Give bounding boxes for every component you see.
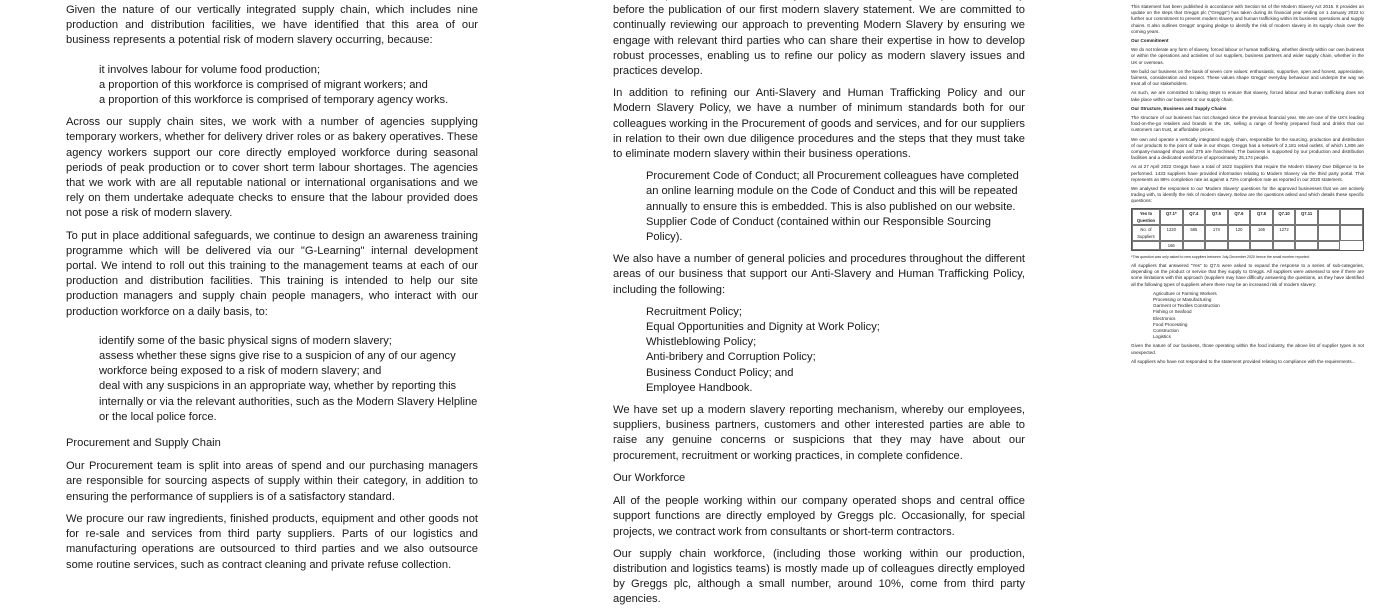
training-objectives-list (66, 334, 478, 425)
policy-list (613, 305, 1025, 396)
table-header: Q7.6 (1228, 209, 1251, 225)
table-cell: 585 (1183, 225, 1206, 241)
supply-chain-workforce-paragraph: Our supply chain workforce, (including those working within our production, distribution and logistics teams) is mostly made up of colleagues directly employed by Greggs plc, although a small number, around 10%, come from third party agencies. (613, 547, 1025, 606)
table-footnote: *This question was only asked to new suppliers between July-December 2020 hence the small number reported. (1131, 254, 1310, 259)
supplier-type-list (1153, 291, 1364, 341)
supplier-question-table (1131, 208, 1364, 251)
list-item: it involves labour for volume food production; (99, 63, 321, 76)
list-item: Food Processing (1153, 321, 1188, 327)
table-header: Q7.8 (1250, 209, 1273, 225)
table-cell: 120 (1228, 225, 1251, 241)
codes-of-conduct-list (613, 169, 1025, 245)
reporting-mechanism-paragraph: We have set up a modern slavery reporting mechanism, whereby our employees, suppliers, business partners, customers and other interested parties are able to raise any genuine concerns or suspicions that they may have about our procurement, recruitment or working practices, in complete confidence. (613, 404, 1025, 462)
policy-history-paragraph: before the publication of our first modern slavery statement. We are committed to continually reviewing our approach to preventing Modern Slavery by ensuring we engage with relevant third parties who can share their expertise in how to develop robust processes, enabling us to refine our policy as modern slavery issues and practices develop. (613, 4, 1025, 78)
table-cell: 174 (1205, 225, 1228, 241)
list-item: a proportion of this workforce is comprised of temporary agency works. (99, 94, 449, 107)
list-item: Supplier Code of Conduct (contained within our Responsible Sourcing Policy). (646, 215, 991, 244)
thumb-paragraph: All suppliers that answered "Yes" to Q7.5 were asked to expand the response to a series of sub-categories, depending on the product or service that they supply to Greggs. All suppliers were assessed to see if there are some limitations with this approach (suppliers may have difficulty answering the questions, as they have identified all the following types of suppliers where there may be an increased risk of modern slavery: (1131, 262, 1364, 287)
list-item: Garment or Textiles Construction (1153, 303, 1220, 309)
list-item: Procurement Code of Conduct; all Procurement colleagues have completed an online learning module on the Code of Conduct and this will be repeated annually to ensure this is embedded. This is also published on our website. (646, 170, 1019, 213)
list-item: Employee Handbook. (646, 381, 753, 394)
thumb-paragraph: As at 27 April 2022 Greggs have a total of 1622 Suppliers that require the Modern Slavery Due Diligence to be performed. 1433 suppliers have provided information relating to Modern Slavery via the third party portal. This represents an 88% completion rate as against a 72% completion rate as reported in our 2020 statement. (1131, 164, 1364, 182)
list-item: Processing or Manufacturing (1153, 296, 1212, 302)
training-paragraph: To put in place additional safeguards, we continue to design an awareness training programme which will be delivered via our "G-Learning" internal development portal. We intend to roll out this training to the management teams at each of our production and distribution facilities. This training is intended to help our site production managers and supply chain people managers, who interact with our production workforce on a daily basis, to: (66, 229, 478, 318)
table-header: Q7.1* (1160, 209, 1183, 225)
risk-factor-list (66, 63, 478, 109)
thumb-paragraph: We analysed the responses to our 'Modern Slavery' questions for the approved businesses that we are actively trading with, to identify the risk of modern slavery. Below are the questions asked and which details these specific questions: (1131, 186, 1364, 204)
list-item: Anti-bribery and Corruption Policy; (646, 351, 816, 364)
thumb-paragraph: The structure of our business has not changed since the previous financial year. We are one of the UK's leading food-on-the-go retailers and brands in the UK, selling a range of freshly prepared food and drinks that our customers can trust, at affordable prices. (1131, 115, 1364, 133)
list-item: Equal Opportunities and Dignity at Work Policy; (646, 321, 880, 334)
list-item: Business Conduct Policy; and (646, 366, 794, 379)
table-cell: 166 (1250, 225, 1273, 241)
table-cell (1132, 241, 1160, 250)
list-item: Electronics (1153, 315, 1176, 321)
table-header: Q7.10 (1273, 209, 1296, 225)
table-header: Q7.4 (1183, 209, 1206, 225)
table-header: Yes to Question (1132, 209, 1160, 225)
list-item: Construction (1153, 327, 1179, 333)
list-item: Recruitment Policy; (646, 305, 742, 318)
middle-column (613, 0, 1025, 615)
left-column (66, 3, 478, 580)
table-header: Q7.11 (1295, 209, 1318, 225)
list-item: Fishing or Seafood (1153, 309, 1192, 315)
thumb-paragraph: All suppliers who have not responded to the statement provided relating to compliance with the requirements... (1131, 358, 1356, 364)
thumb-paragraph: We build our business on the basis of seven core values: enthusiastic, supportive, open and honest, appreciative, fairness, consideration and respect. These values shape Greggs' everyday behaviour and underpin the way we treat all of our stakeholders. (1131, 68, 1364, 87)
table-cell: No. of Suppliers (1132, 225, 1160, 241)
list-item: a proportion of this workforce is comprised of migrant workers; and (99, 78, 428, 91)
thumb-structure-heading: Our Structure, Business and Supply Chains (1131, 105, 1227, 111)
workforce-heading: Our Workforce (613, 471, 686, 484)
table-cell: 1272 (1273, 225, 1296, 241)
list-item: assess whether these signs give rise to a suspicion of any of our agency workforce being exposed to a risk of modern slavery; and (99, 350, 456, 378)
procurement-team-paragraph: Our Procurement team is split into areas of spend and our purchasing managers are responsible for sourcing aspects of supply within their category, in addition to ensuring the performance of suppliers is of a satisfactory standard. (66, 460, 478, 503)
page-thumbnail (1131, 4, 1364, 368)
table-cell: 1220 (1160, 225, 1183, 241)
list-item: Agriculture or Farming Workers (1153, 290, 1217, 296)
thumb-intro: This statement has been published in accordance with Section 54 of the Modern Slavery Act 2015. It provides an update on the steps that Greggs plc ("Greggs") has taken during its financial year ending on 1 January 2022 to further our commitment to prevent modern slavery and human trafficking within its business operations and supply chains. It also outlines Greggs' ongoing pledge to identify the risk of modern slavery in its supply chain over the coming years. (1131, 4, 1364, 34)
supply-chain-risk-intro: Given the nature of our vertically integrated supply chain, which includes nine production and distribution facilities, we have identified that this area of our business represents a potential risk of modern slavery occurring, because: (66, 4, 478, 47)
procurement-heading: Procurement and Supply Chain (66, 437, 221, 450)
table-header: Q7.5 (1205, 209, 1228, 225)
thumb-paragraph: As such, we are committed to taking steps to ensure that slavery, forced labour and human trafficking does not take place within our business or our supply chain. (1131, 90, 1364, 102)
procure-goods-paragraph: We procure our raw ingredients, finished products, equipment and other goods not for re-sale and services from third party suppliers. Parts of our logistics and manufacturing operations are outsourced to third parties and we also outsource some routine services, such as contract cleaning and private refuse collection. (66, 512, 478, 571)
list-item: Whistleblowing Policy; (646, 336, 757, 349)
list-item: identify some of the basic physical signs of modern slavery; (99, 334, 392, 347)
direct-employment-paragraph: All of the people working within our company operated shops and central office support functions are directly employed by Greggs plc. Occasionally, for special projects, we contract work from consultants or short-term contractors. (613, 495, 1025, 538)
agency-workers-paragraph: Across our supply chain sites, we work with a number of agencies supplying temporary workers, whether for delivery driver roles or as bakery operatives. These agency workers support our core directly employed workforce during seasonal periods of peak production or to cover short term labour shortages. The agencies that we work with are all reputable national or international organisations and we rely on them undertake adequate checks to ensure that the labour provided does not pose a risk of modern slavery. (66, 116, 478, 220)
list-item: deal with any suspicions in an appropriate way, whether by reporting this internally or via the relevant authorities, such as the Modern Slavery Helpline or the local police force. (99, 380, 478, 423)
minimum-standards-paragraph: In addition to refining our Anti-Slavery and Human Trafficking Policy and our Modern Slavery Policy, we have a number of minimum standards both for our colleagues working in the Procurement of goods and services, and for our suppliers in relation to their own due diligence procedures and the steps that they must take to eliminate modern slavery within their business operations. (613, 87, 1025, 161)
list-item: Logistics (1153, 334, 1171, 340)
thumb-commitment-heading: Our Commitment (1131, 38, 1169, 44)
thumb-paragraph: Given the nature of our business, those operating within the food industry, the above list of supplier types is not unexpected. (1131, 343, 1364, 355)
table-cell: 166 (1160, 241, 1183, 250)
general-policies-paragraph: We also have a number of general policies and procedures throughout the different areas of our business that support our Anti-Slavery and Human Trafficking Policy, including the following: (613, 253, 1025, 296)
thumb-paragraph: We do not tolerate any form of slavery, forced labour or human trafficking, whether directly within our own business or within the operations and activities of our suppliers, business partners and wider supply chain, whether in the UK or overseas. (1131, 47, 1364, 65)
thumb-paragraph: We own and operate a vertically integrated supply chain, responsible for the sourcing, production and distribution of our products to the point of sale in our shops. Greggs has a network of 2,181 retail outlets, of which 1,806 are company-managed shops and 375 are franchised. The business is supported by our production and distribution facilities and a dedicated workforce of approximately 25,174 people. (1131, 136, 1364, 161)
